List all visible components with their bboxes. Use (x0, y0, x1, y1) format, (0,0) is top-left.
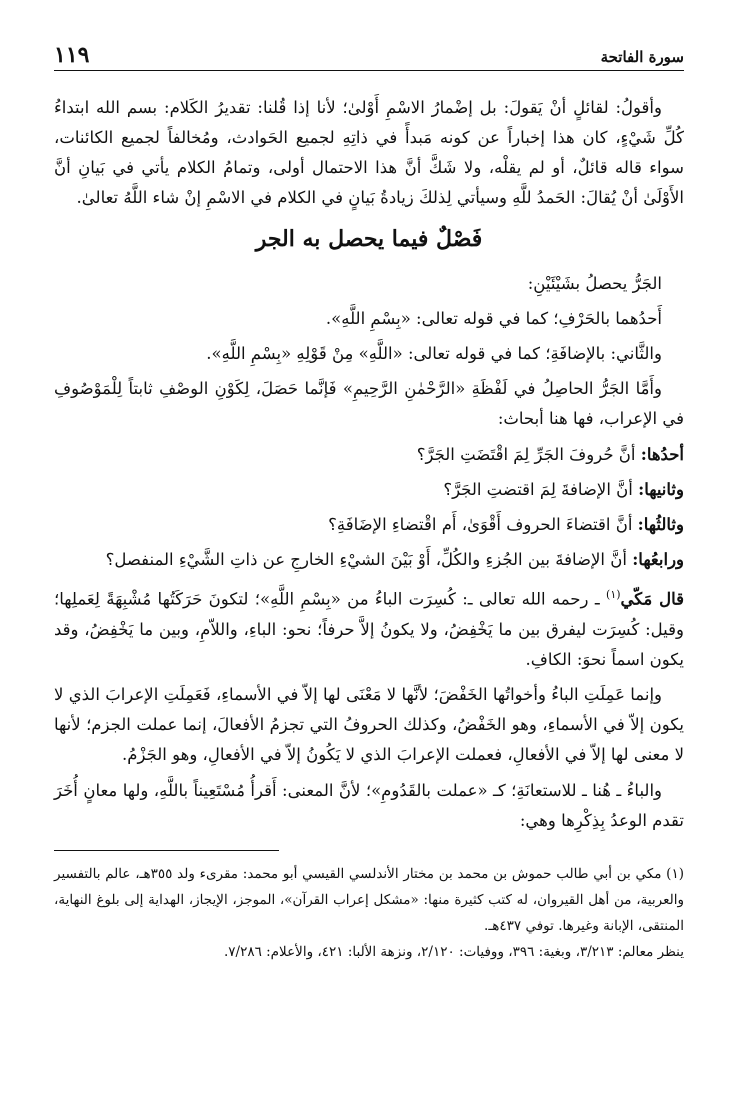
point-label: وثالثُها: (637, 515, 684, 534)
running-title: سورة الفاتحة (600, 48, 684, 66)
point-label: وثانيها: (638, 480, 684, 499)
point-two (54, 475, 684, 505)
footnote-divider (54, 850, 279, 851)
paragraph-baa-istiana: والباءُ ـ هُنا ـ للاستعانَةِ؛ كـ «عملت بالقَدُومِ»؛ لأنَّ المعنى: أَقرأُ مُسْتَعِيناً باللَّهِ، ولها معانٍ أُخَرَ تقدم الوعدُ بِذِكْرِها وهي: (54, 780, 684, 830)
line-first-harf: أَحدُهما بالحَرْفِ؛ كما في قوله تعالى: «بِسْمِ اللَّهِ». (325, 309, 662, 328)
intro-paragraph: وأقولُ: لقائلٍ أنْ يَقولَ: بل إضْمارُ الاسْمِ أَوْلىٰ؛ لأنا إذا قُلنا: تقديرُ الكَلام: بسم الله ابتداءُ كُلِّ شَيْءٍ، كان هذا إخباراً عن كونه مَبدأً في ذاتِهِ لجميع الحَوادث، ومُخالفاً لجميع الكائنات، سواء قاله قائلٌ، أو لم يقلْه، ولا شَكَّ أنَّ هذا الاحتمال أولى، وتمامُ الكلام يأتي في بَيانِ أنَّ الأَوْلَىٰ أنْ يُقالَ: الحَمدُ للَّهِ وسيأتي لِذلكَ زيادةُ بَيانٍ في الكلام في الاسْمِ إنْ شاء اللَّهُ تعالىٰ. (54, 98, 684, 207)
point-text: أنَّ الإضافةَ لِمَ اقتضتِ الجَرَّ؟ (443, 480, 633, 499)
footnote-text: (١) مكي بن أبي طالب حموش بن محمد بن مختار الأندلسي القيسي أبو محمد: مقرىء ولد ٣٥٥هـ، عالم بالتفسير والعربية، من أهل القيروان، له كتب كثيرة منها: «مشكل إعراب القرآن»، الموجز، الإيجاز، الهداية إلى بلوغ النهاية، المنتقى، الإبانة وغيرها. توفي ٤٣٧هـ. (54, 865, 684, 934)
point-text: أنَّ الإضافةَ بين الجُزءِ والكُلِّ، أَوْ بَيْنَ الشيْءِ الخارجِ عن ذاتِ الشَّيْءِ المنفصل؟ (105, 550, 627, 569)
point-one (54, 440, 684, 470)
line-rahman-rahim: وأَمَّا الجَرُّ الحاصِلُ في لَفْظَةِ «الرَّحْمٰنِ الرَّحِيمِ» فَإنَّما حَصَلَ، لِكَوْنِ الوصْفِ ثابتاً لِلْمَوْصُوفِ في الإعراب، فها هنا أبحاث: (54, 379, 684, 428)
footnote-sources: ينظر معالم: ٣/٢١٣، وبغية: ٣٩٦، ووفيات: ٢/١٢٠، ونزهة الألبا: ٤٢١، والأعلام: ٧/٢٨٦. (223, 943, 684, 960)
makki-paragraph (54, 580, 684, 675)
point-three (54, 510, 684, 540)
point-text: أنَّ حُروفَ الجَرِّ لِمَ اقْتَضَتِ الجَرَّ؟ (416, 445, 636, 464)
point-label: أحدُها: (640, 445, 684, 464)
point-text: أنَّ اقتضاءَ الحروف أَقْوَىٰ، أَم اقْتضاءِ الإضَافَةِ؟ (328, 515, 633, 534)
makki-text: ـ رحمه الله تعالى ـ: كُسِرَت الباءُ من «بِسْمِ اللَّهِ»؛ لتكونَ حَرَكَتُها مُشْبِهَةً لِعَملِها؛ وقيل: كُسِرَت ليفرق بين ما يَخْفِضُ، ولا يكونُ إلاَّ حرفاً؛ نحو: الباءِ، واللاّمِ، وبين ما يَخْفِضُ، وقد يكون اسماً نحوَ: الكافِ. (54, 589, 684, 669)
makki-label: قال مَكّي (620, 589, 685, 609)
paragraph-baa-khafd: وإنما عَمِلَتِ الباءُ وأخواتُها الخَفْضَ؛ لأنَّها لا مَعْنَى لها إلاّ في الأسماءِ، فَعَمِلَتِ الإعرابَ الذي لا يكون إلاّ في الأسماءِ، وهو الخَفْضُ، وكذلك الحروفُ التي تجزمُ الأفعالَ، إنما عملت الجزم؛ لأنها لا معنى لها إلاّ في الأفعالِ، فعملت الإعرابَ الذي لا يَكُونُ إلاّ في الأفعالِ، وهو الجَزْمُ. (54, 684, 684, 764)
page-header (54, 34, 684, 71)
section-title: فَصْلٌ فيما يحصل به الجر (255, 226, 483, 252)
line-jarr-two-ways: الجَرُّ يحصلُ بشَيْئَيْنِ: (527, 274, 662, 293)
line-second-idafa: والثَّاني: بالإضافَةِ؛ كما في قوله تعالى: «اللَّهِ» مِنْ قَوْلِهِ «بِسْمِ اللَّهِ». (206, 344, 662, 363)
footnote-reference[interactable]: (١) (606, 588, 621, 601)
point-label: ورابعُها: (632, 550, 684, 569)
point-four (54, 545, 684, 575)
page-number: ١١٩ (54, 42, 90, 68)
